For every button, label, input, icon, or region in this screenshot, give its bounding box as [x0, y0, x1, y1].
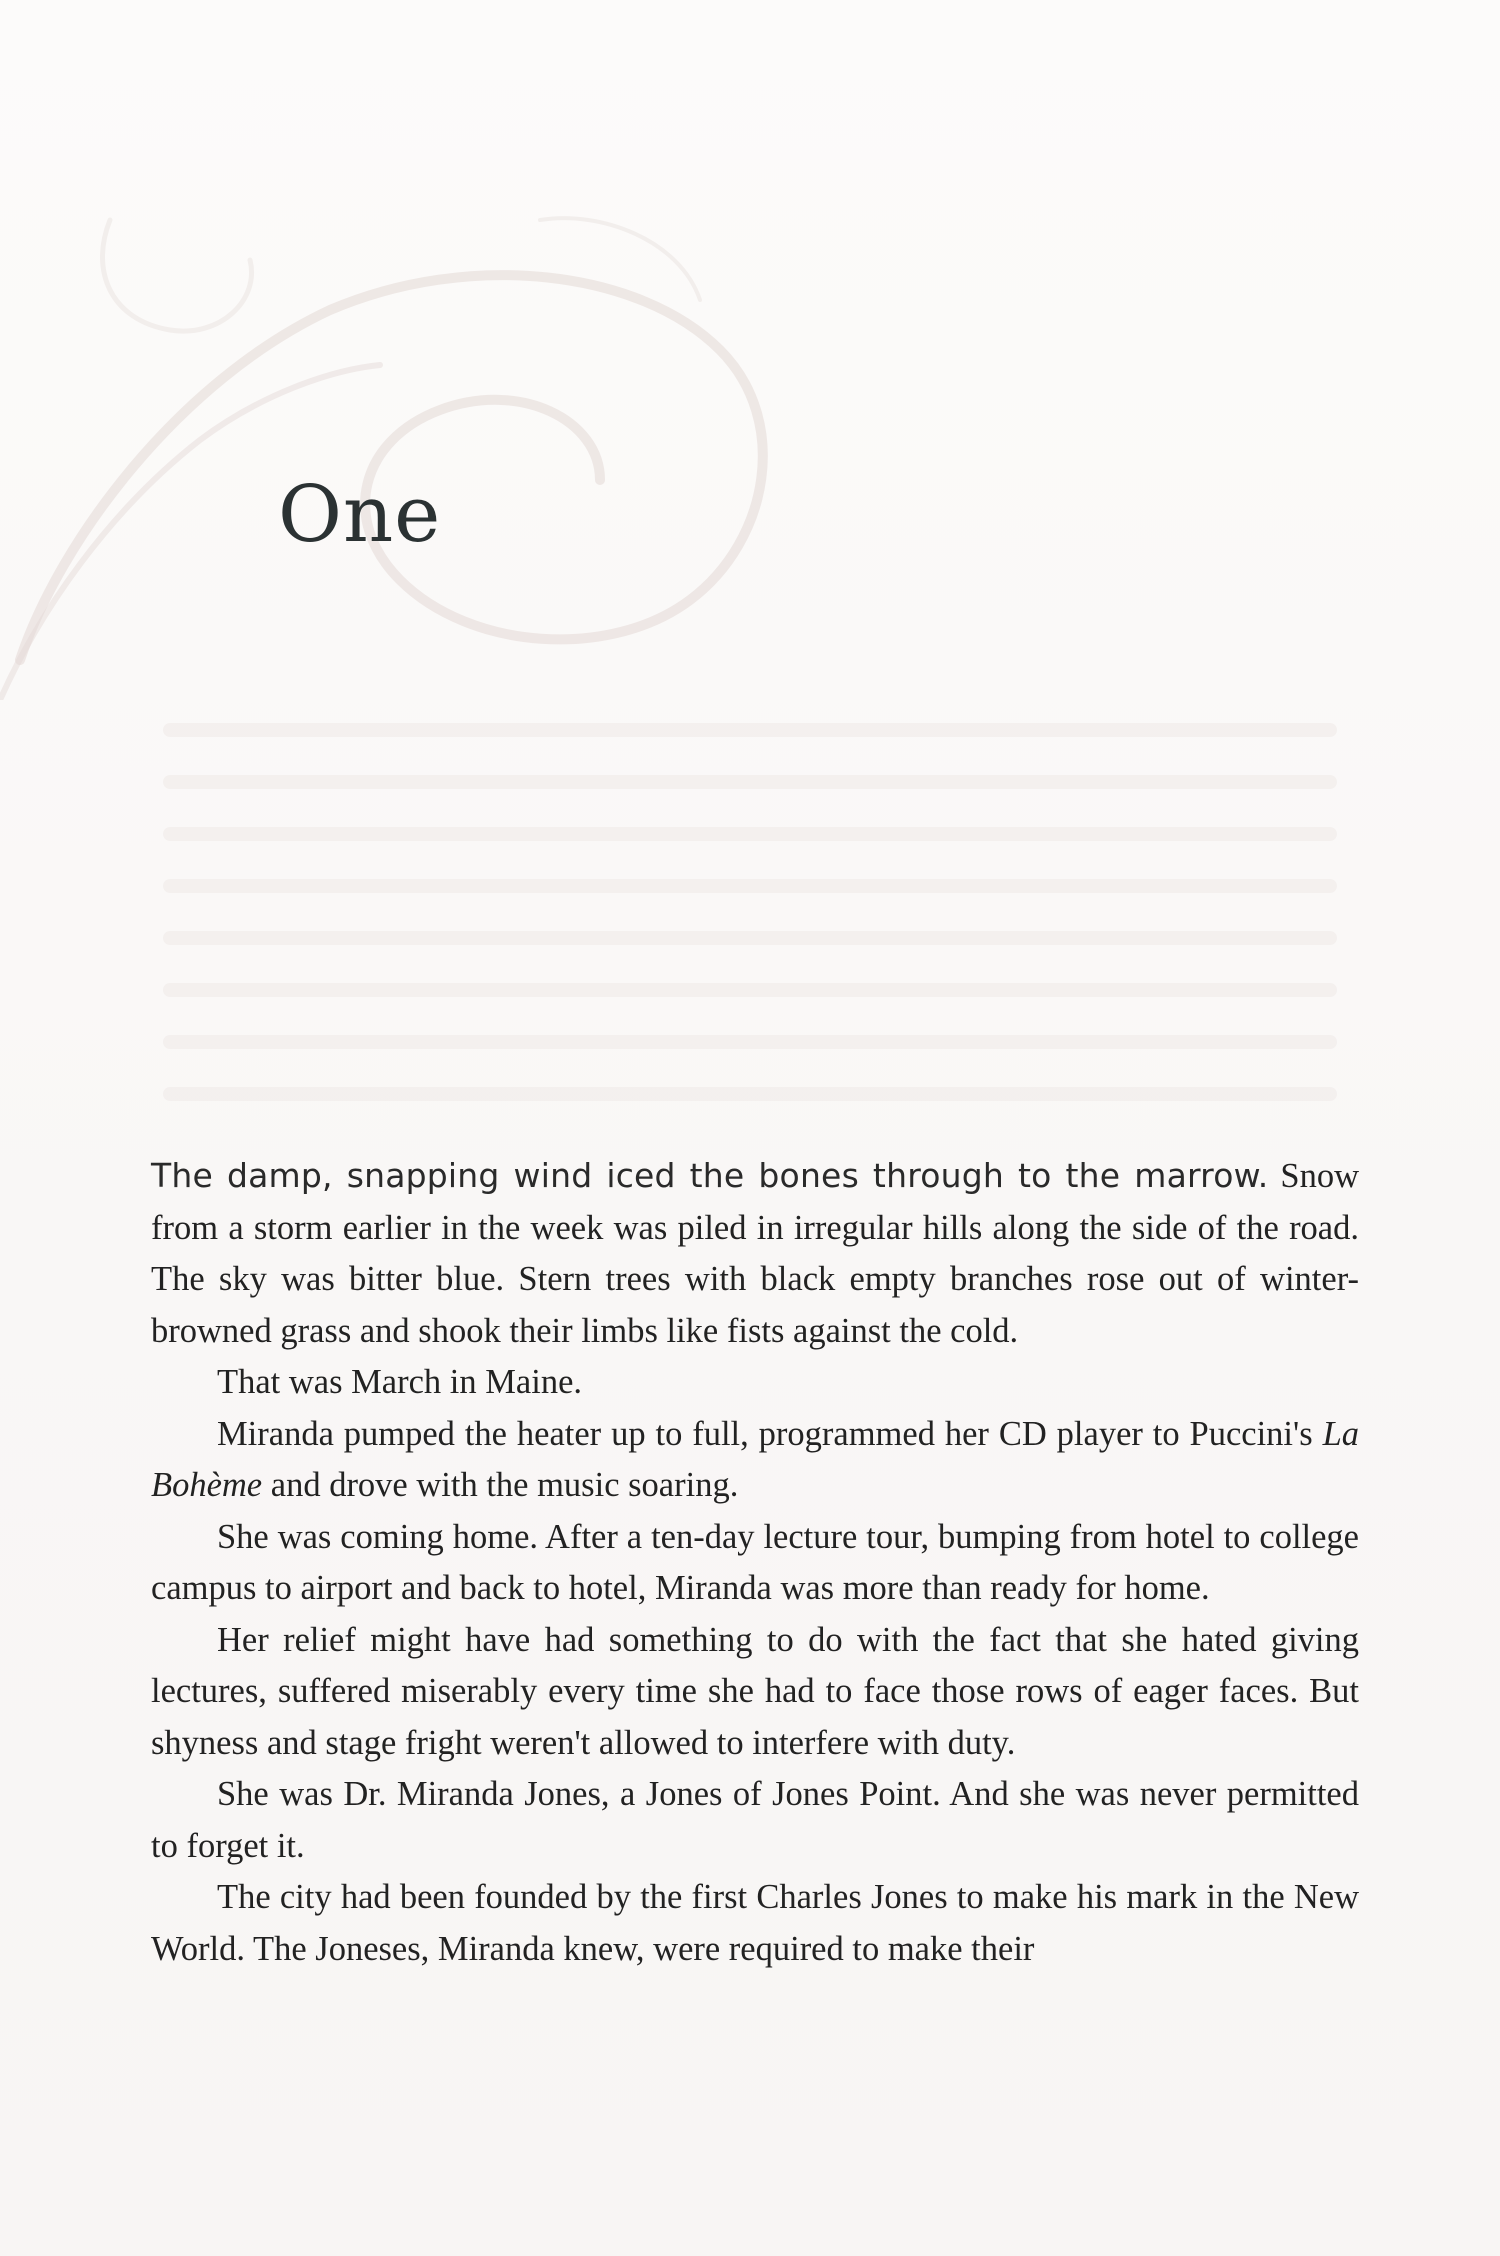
paragraph-3-text-a: Miranda pumped the heater up to full, programmed her CD player to Puccini's: [217, 1414, 1323, 1453]
chapter-title: One: [278, 470, 442, 560]
chapter-body: [151, 1150, 1359, 1975]
decorative-swirl-ornament: [0, 180, 900, 700]
opera-title: La Bohème: [151, 1414, 1359, 1504]
paragraph-7: The city had been founded by the first Charles Jones to make his mark in the New World. The Joneses, Miranda knew, were required to make their: [151, 1878, 1359, 1968]
show-through-texture: [150, 700, 1370, 1220]
paragraph-2: That was March in Maine.: [217, 1363, 583, 1401]
opening-lead-in: The damp, snapping wind iced the bones through to the marrow.: [151, 1156, 1269, 1195]
paragraph-1-text: Snow from a storm earlier in the week was piled in irregular hills along the side of the road. The sky was bitter blue. Stern trees with black empty branches rose out of winter-browned grass and shook their limbs like fists against the cold.: [151, 1157, 1359, 1350]
paragraph-3-text-b: and drove with the music soaring.: [262, 1466, 739, 1504]
paragraph-1: [151, 1150, 1359, 1357]
paragraph-5: Her relief might have had something to do with the fact that she hated giving lectures, suffered miserably every time she had to face those rows of eager faces. But shyness and stage fright weren't allowed to interfere with duty.: [151, 1620, 1359, 1762]
paragraph-6: She was Dr. Miranda Jones, a Jones of Jones Point. And she was never permitted to forget it.: [151, 1775, 1359, 1865]
paragraph-3: [151, 1409, 1359, 1512]
paragraph-4: She was coming home. After a ten-day lecture tour, bumping from hotel to college campus to airport and back to hotel, Miranda was more than ready for home.: [151, 1517, 1359, 1607]
